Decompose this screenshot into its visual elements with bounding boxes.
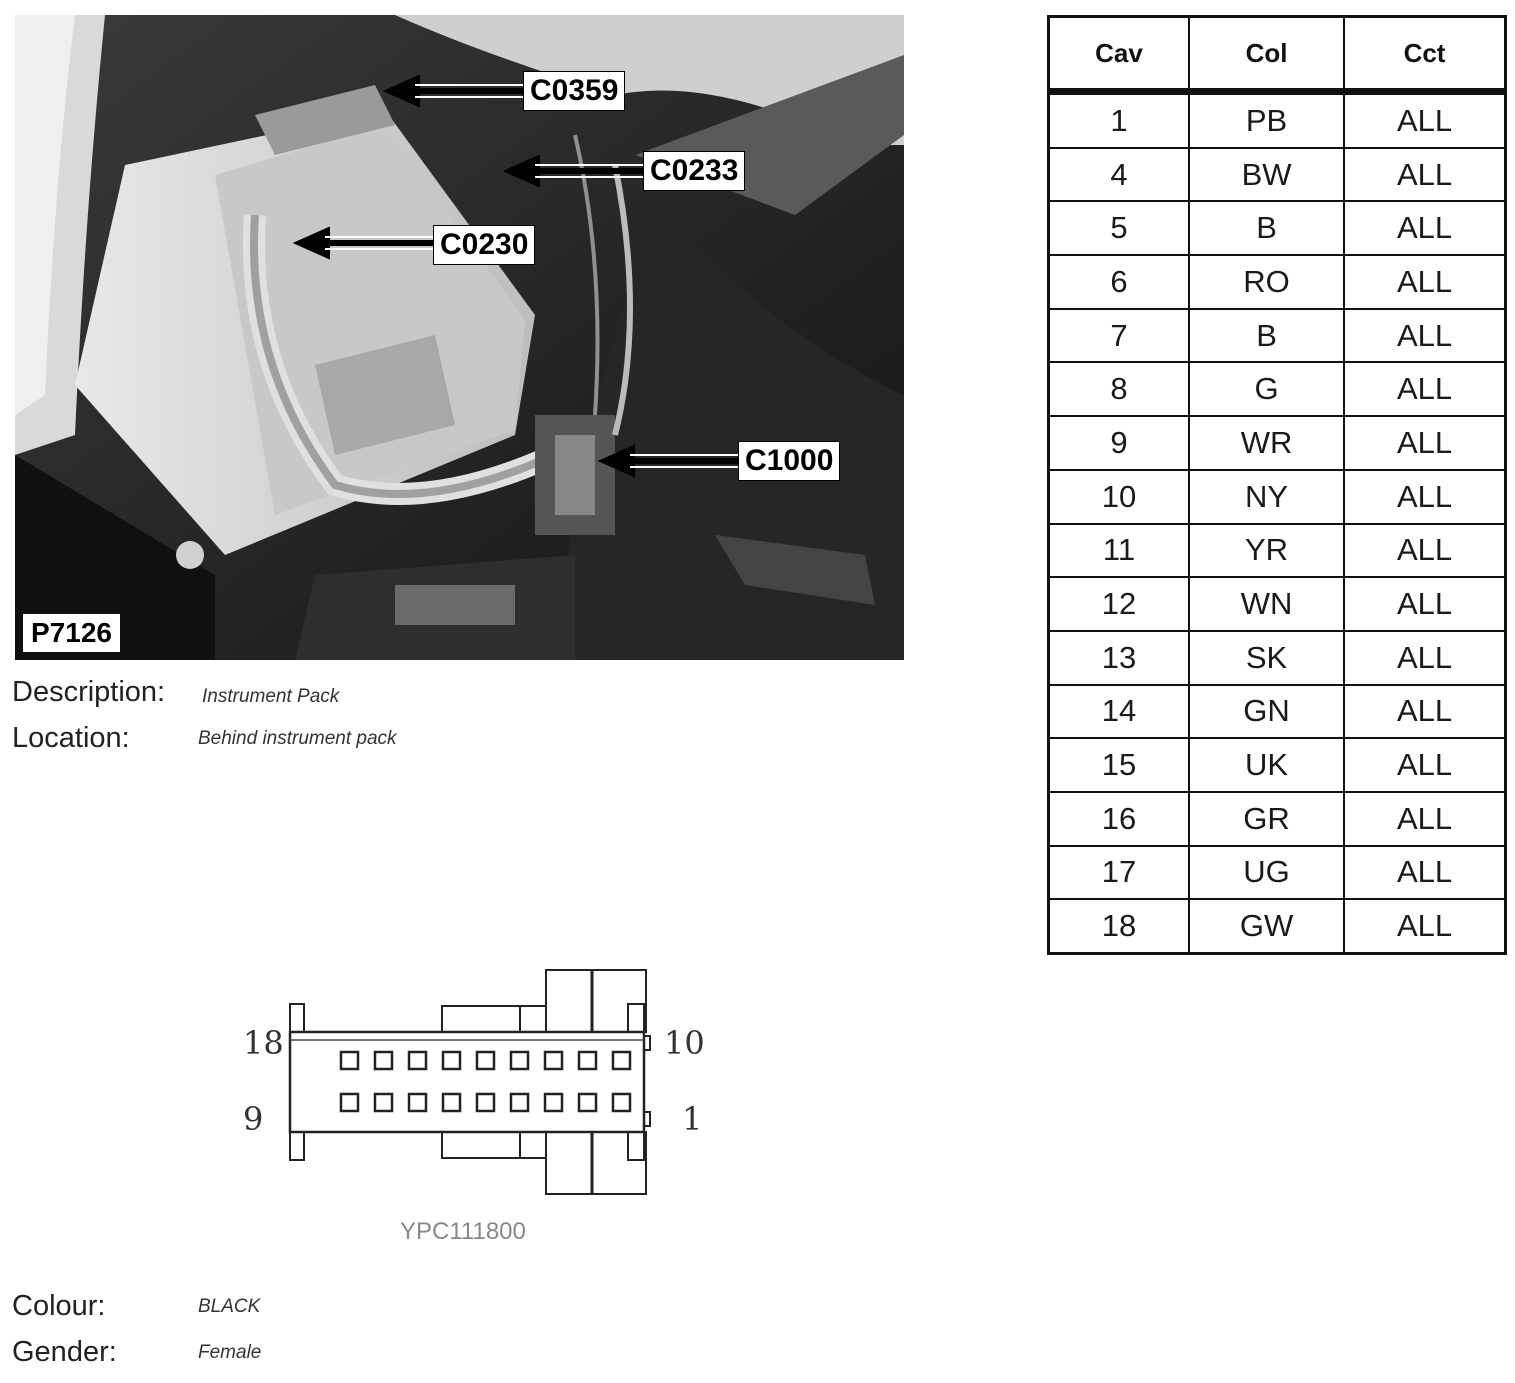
cell-cav: 8 — [1049, 362, 1190, 416]
cell-cct: ALL — [1344, 309, 1505, 363]
cell-cct: ALL — [1344, 201, 1505, 255]
callout-c0233: C0233 — [643, 151, 745, 191]
colour-label: Colour: — [12, 1290, 106, 1322]
cell-cav: 17 — [1049, 846, 1190, 900]
cell-cct: ALL — [1344, 524, 1505, 578]
connector-part-number: YPC111800 — [400, 1218, 526, 1245]
table-row — [1049, 899, 1506, 953]
cell-col: YR — [1189, 524, 1344, 578]
cell-col: SK — [1189, 631, 1344, 685]
cell-cct: ALL — [1344, 846, 1505, 900]
cell-cav: 4 — [1049, 148, 1190, 202]
table-row — [1049, 92, 1506, 148]
table-row — [1049, 416, 1506, 470]
cell-col: RO — [1189, 255, 1344, 309]
pin-label-top-left: 18 — [243, 1024, 284, 1062]
cell-col: WR — [1189, 416, 1344, 470]
cell-col: G — [1189, 362, 1344, 416]
location-photo — [15, 15, 904, 660]
cell-cav: 13 — [1049, 631, 1190, 685]
cell-cct: ALL — [1344, 92, 1505, 148]
table-row — [1049, 631, 1506, 685]
cell-cct: ALL — [1344, 255, 1505, 309]
table-row — [1049, 201, 1506, 255]
table-row — [1049, 362, 1506, 416]
cell-cav: 12 — [1049, 577, 1190, 631]
cell-cav: 15 — [1049, 738, 1190, 792]
cell-cct: ALL — [1344, 792, 1505, 846]
cell-cct: ALL — [1344, 148, 1505, 202]
table-row — [1049, 148, 1506, 202]
callout-c1000: C1000 — [738, 441, 840, 481]
cell-cct: ALL — [1344, 631, 1505, 685]
pin-label-top-right: 10 — [664, 1024, 705, 1062]
colour-value: BLACK — [198, 1296, 261, 1317]
pin-label-bottom-right: 1 — [682, 1100, 703, 1138]
table-row — [1049, 846, 1506, 900]
location-value: Behind instrument pack — [198, 728, 397, 749]
pin-label-bottom-left: 9 — [243, 1100, 264, 1138]
cell-cav: 9 — [1049, 416, 1190, 470]
cell-col: WN — [1189, 577, 1344, 631]
cell-col: NY — [1189, 470, 1344, 524]
callout-c0230: C0230 — [433, 225, 535, 265]
cell-cct: ALL — [1344, 899, 1505, 953]
table-row — [1049, 792, 1506, 846]
table-row — [1049, 470, 1506, 524]
cell-cav: 16 — [1049, 792, 1190, 846]
table-row — [1049, 738, 1506, 792]
photo-id-label: P7126 — [23, 614, 120, 652]
header-col: Col — [1189, 17, 1344, 92]
cell-col: GN — [1189, 685, 1344, 739]
cell-cav: 7 — [1049, 309, 1190, 363]
connector-face-diagram — [230, 960, 730, 1220]
table-row — [1049, 685, 1506, 739]
table-header-row — [1049, 17, 1506, 92]
cell-col: BW — [1189, 148, 1344, 202]
description-label: Description: — [12, 676, 166, 708]
gender-label: Gender: — [12, 1336, 117, 1368]
table-row — [1049, 524, 1506, 578]
cell-col: PB — [1189, 92, 1344, 148]
cell-col: B — [1189, 201, 1344, 255]
cell-cct: ALL — [1344, 362, 1505, 416]
callout-c0359: C0359 — [523, 71, 625, 111]
gender-value: Female — [198, 1342, 262, 1363]
pinout-table — [1047, 15, 1507, 955]
cell-cct: ALL — [1344, 470, 1505, 524]
cell-cct: ALL — [1344, 577, 1505, 631]
table-row — [1049, 309, 1506, 363]
table-row — [1049, 255, 1506, 309]
table-row — [1049, 577, 1506, 631]
cell-col: GR — [1189, 792, 1344, 846]
cell-cav: 1 — [1049, 92, 1190, 148]
cell-col: GW — [1189, 899, 1344, 953]
cell-col: B — [1189, 309, 1344, 363]
cell-cav: 11 — [1049, 524, 1190, 578]
cell-col: UG — [1189, 846, 1344, 900]
cell-cav: 18 — [1049, 899, 1190, 953]
cell-cct: ALL — [1344, 685, 1505, 739]
cell-col: UK — [1189, 738, 1344, 792]
header-cav: Cav — [1049, 17, 1190, 92]
header-cct: Cct — [1344, 17, 1505, 92]
cell-cct: ALL — [1344, 416, 1505, 470]
cell-cav: 14 — [1049, 685, 1190, 739]
photo-scene — [15, 15, 904, 660]
cell-cav: 5 — [1049, 201, 1190, 255]
location-label: Location: — [12, 722, 130, 754]
cell-cav: 10 — [1049, 470, 1190, 524]
description-value: Instrument Pack — [202, 686, 340, 707]
cell-cav: 6 — [1049, 255, 1190, 309]
cell-cct: ALL — [1344, 738, 1505, 792]
